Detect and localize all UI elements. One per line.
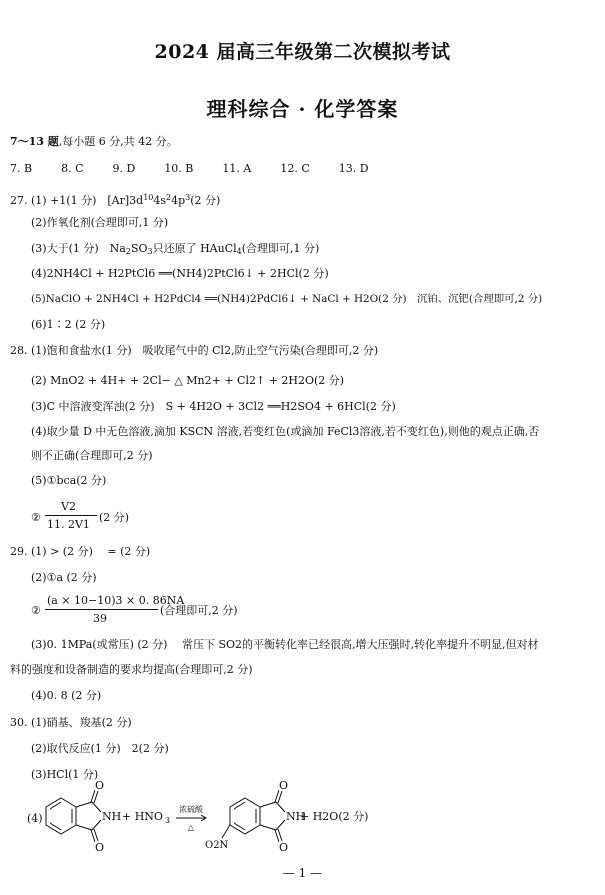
fraction-numerator: V2 [61,500,76,513]
text: 只还原了 HAuCl [152,242,237,255]
sup: 3 [185,193,191,202]
q28-line2: (2) MnO2 + 4H+ + 2Cl− △ Mn2+ + Cl2↑ + 2H2O(2 分) [31,374,345,387]
condition-bottom: △ [187,823,195,832]
oxygen-atom: O [279,779,289,792]
reaction-scheme [0,778,605,873]
mc-intro [10,135,178,149]
mc-answer: 8. C [61,162,84,175]
fraction-numerator: (a × 10−10)3 × 0. 86NA [47,594,185,607]
nh-group: NH [286,810,306,823]
text: SO [130,242,148,255]
mc-answer: 13. D [338,162,369,175]
q27-line1 [10,191,220,208]
reaction-tail: + H2O(2 分) [300,810,369,823]
text: (2 分) [190,194,221,207]
sub: 4 [236,247,242,256]
oxygen-atom: O [95,841,105,854]
page-title: 2024 届高三年级第二次模拟考试 [154,41,451,63]
page-number: — 1 — [282,866,323,880]
sub: 2 [125,247,131,256]
q27-line2: (2)作氧化剂(合理即可,1 分) [31,216,169,229]
mc-intro-range: 7～13 题 [10,135,59,148]
q30-line2: (2)取代反应(1 分) 2(2 分) [31,742,169,755]
q28-line4b: 则不正确(合理即可,2 分) [31,449,153,462]
text: (合理即可,1 分) [241,242,320,255]
fraction-bar [45,609,158,610]
reaction-label: (4) [27,812,43,825]
text: 4p [171,194,186,207]
q30-line3: (3)HCl(1 分) [31,768,99,781]
hno3-reagent: + HNO [122,810,163,823]
q29-line3-circ: ② [31,604,41,617]
sup: 10 [143,193,154,202]
q28-line3: (3)C 中溶液变浑浊(2 分) S + 4H2O + 3Cl2 ══H2SO4 + 6HCl(2 分) [31,400,396,413]
nh-group: NH [102,810,122,823]
condition-top: 浓硫酸 [179,805,203,814]
text: (3)大于(1 分) Na [31,242,126,255]
mc-intro-text: ,每小题 6 分,共 42 分。 [58,135,178,148]
oxygen-atom: O [95,779,105,792]
page-subtitle: 理科综合 · 化学答案 [206,97,399,121]
sup: 2 [166,193,172,202]
q29-line4b: 料的强度和设备制造的要求均提高(合理即可,2 分) [10,663,253,676]
fraction-bar [45,515,97,516]
q28-line4: (4)取少量 D 中无色溶液,滴加 KSCN 溶液,若变红色(或滴加 FeCl3溶液,若不变红色),则他的观点正确,否 [31,425,540,438]
fraction-denominator: 11. 2V1 [47,518,90,531]
q29-line2: (2)①a (2 分) [31,571,97,584]
q28-line5: (5)①bca(2 分) [31,474,107,487]
q28-line6-circ: ② [31,511,41,524]
mc-answer: 9. D [112,162,136,175]
q29-line1: 29. (1) > (2 分) = (2 分) [10,545,151,558]
mc-answer: 12. C [280,162,310,175]
q27-line5: (5)NaClO + 2NH4Cl + H2PdCl4 ══(NH4)2PdCl6↓ + NaCl + H2O(2 分) 沉铂、沉钯(合理即可,2 分) [31,293,543,305]
hno3-subscript: 3 [165,816,171,825]
q29-line5: (4)0. 8 (2 分) [31,689,102,702]
q29-line4: (3)0. 1MPa(或常压) (2 分) 常压下 SO2的平衡转化率已经很高,增大压强时,转化率提升不明显,但对材 [31,638,539,651]
q29-line3-tail: (合理即可,2 分) [160,604,238,617]
sub: 3 [147,247,153,256]
nitro-group: O2N [205,840,229,851]
mc-answer: 7. B [10,162,33,175]
mc-answer: 10. B [164,162,194,175]
q28-line6-tail: (2 分) [99,511,130,524]
mc-answer: 11. A [222,162,252,175]
mc-answers [10,162,398,176]
q28-line1: 28. (1)饱和食盐水(1 分) 吸收尾气中的 Cl2,防止空气污染(合理即可,2 分) [10,344,379,357]
q30-line1: 30. (1)硝基、羧基(2 分) [10,716,132,729]
q27-line3 [31,242,319,259]
text: 4s [153,194,167,207]
q27-l1-text: 27. (1) +1(1 分) [Ar]3d [10,194,144,207]
oxygen-atom: O [279,841,289,854]
q27-line4: (4)2NH4Cl + H2PtCl6 ══(NH4)2PtCl6↓ + 2HCl(2 分) [31,267,329,280]
fraction-denominator: 39 [93,612,107,625]
q27-line6: (6)1∶2 (2 分) [31,318,106,331]
